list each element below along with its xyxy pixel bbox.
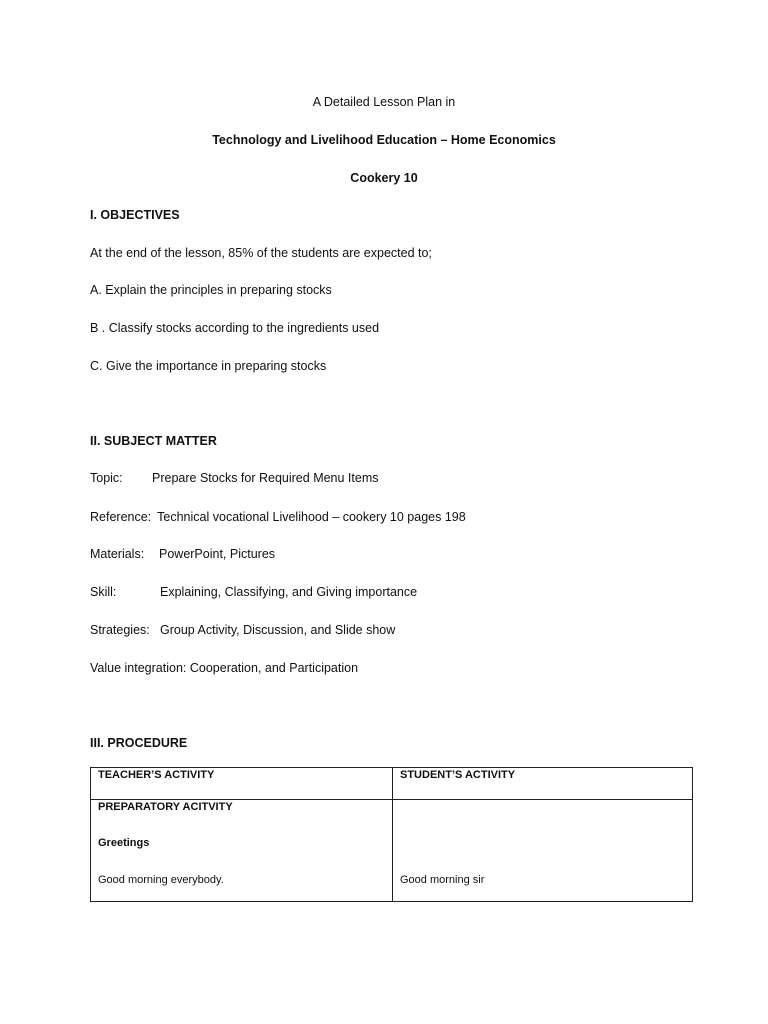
objective-item-c: C. Give the importance in preparing stocks — [90, 359, 327, 373]
reference-label: Reference: — [90, 510, 152, 524]
reference-value: Technical vocational Livelihood – cookery 10 pages 198 — [157, 510, 466, 524]
header-line-2: Technology and Livelihood Education – Home Economics — [212, 133, 556, 147]
topic-value: Prepare Stocks for Required Menu Items — [152, 471, 379, 485]
reference-row — [90, 509, 466, 525]
value-integration-value: Cooperation, and Participation — [189, 661, 359, 675]
value-integration-row — [90, 660, 358, 676]
objectives-heading: I. OBJECTIVES — [90, 208, 180, 222]
header-line-1: A Detailed Lesson Plan in — [312, 95, 456, 109]
student-activity-cell — [393, 800, 693, 902]
teacher-greeting-text: Good morning everybody. — [98, 874, 224, 886]
student-greeting-text: Good morning sir — [400, 874, 485, 886]
materials-label: Materials: — [90, 547, 145, 561]
student-activity-header: STUDENT’S ACTIVITY — [393, 768, 693, 800]
materials-row — [90, 546, 275, 562]
objectives-intro: At the end of the lesson, 85% of the students are expected to; — [90, 246, 432, 260]
strategies-row — [90, 622, 395, 638]
procedure-table — [90, 767, 693, 902]
objective-item-a: A. Explain the principles in preparing stocks — [90, 283, 332, 297]
skill-row — [90, 584, 417, 600]
strategies-label: Strategies: — [90, 623, 150, 637]
topic-row — [90, 470, 379, 486]
skill-label: Skill: — [90, 585, 117, 599]
teacher-activity-header: TEACHER’S ACTIVITY — [91, 768, 393, 800]
header-line-3: Cookery 10 — [350, 171, 418, 185]
objective-item-b: B . Classify stocks according to the ingredients used — [90, 321, 380, 335]
table-header-row — [91, 768, 693, 800]
strategies-value: Group Activity, Discussion, and Slide show — [160, 623, 396, 637]
procedure-heading: III. PROCEDURE — [90, 736, 188, 750]
table-row — [91, 800, 693, 902]
teacher-activity-cell — [91, 800, 393, 902]
value-integration-label: Value integration: — [90, 661, 187, 675]
subject-matter-heading: II. SUBJECT MATTER — [90, 434, 217, 448]
topic-label: Topic: — [90, 471, 123, 485]
greetings-label: Greetings — [98, 837, 150, 849]
skill-value: Explaining, Classifying, and Giving importance — [160, 585, 418, 599]
materials-value: PowerPoint, Pictures — [159, 547, 276, 561]
preparatory-activity-label: PREPARATORY ACITVITY — [98, 801, 233, 813]
